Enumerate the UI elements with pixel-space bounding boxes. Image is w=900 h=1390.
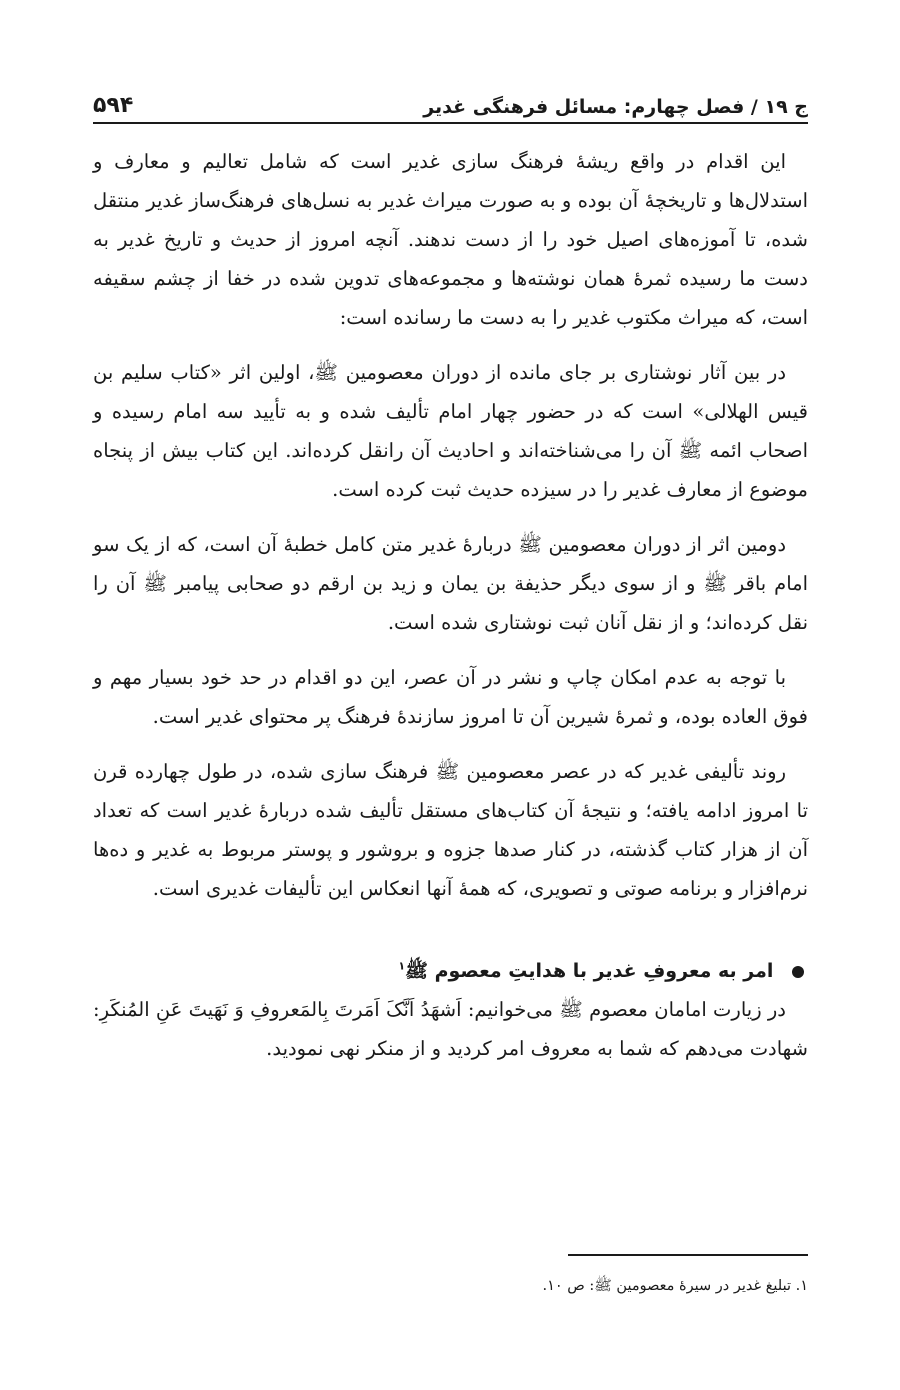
paragraph-2: در بین آثار نوشتاری بر جای مانده از دوران معصومین ﷺ، اولین اثر «کتاب سلیم بن قیس الهلالی» است که در حضور چهار امام تألیف شده و به تأیید سه امام رسیده و اصحاب ائمه ﷺ آن را می‌شناخته‌اند و احادیث آن رانقل کرده‌اند. این کتاب بیش از پنجاه موضوع از معارف غدیر را در سیزده حدیث ثبت کرده است. bbox=[93, 361, 808, 501]
section-heading-text: امر به معروفِ غدیر با هدایتِ معصوم ﷺ$^۱$ bbox=[398, 960, 774, 983]
bullet-icon bbox=[792, 966, 804, 978]
running-header bbox=[93, 78, 808, 124]
section-paragraph: در زیارت امامان معصوم ﷺ می‌خوانیم: اَشهَدُ اَنَّکَ اَمَرتَ بِالمَعروفِ وَ نَهَیتَ عَنِ المُنکَرِ: شهادت می‌دهم که شما به معروف امر کردید و از منکر نهی نمودید. bbox=[93, 998, 808, 1061]
paragraph-4: با توجه به عدم امکان چاپ و نشر در آن عصر، این دو اقدام در حد خود بسیار مهم و فوق العاده بوده، و ثمرهٔ شیرین آن تا امروز سازندهٔ فرهنگ پر محتوای غدیر است. bbox=[93, 666, 808, 728]
footnote-marker: ۱ bbox=[398, 960, 406, 973]
body-text bbox=[93, 142, 808, 1068]
book-page bbox=[93, 0, 808, 1390]
footnote-divider bbox=[568, 1254, 808, 1256]
section-heading bbox=[93, 948, 808, 990]
footnote: ۱. تبلیغ غدیر در سیرهٔ معصومین ﷺ: ص ۱۰. bbox=[542, 1278, 808, 1294]
paragraph-3: دومین اثر از دوران معصومین ﷺ دربارهٔ غدیر متن کامل خطبهٔ آن است، که از یک سو امام باقر ﷺ و از سوی دیگر حذیفة بن یمان و زید بن ارقم دو صحابی پیامبر ﷺ آن را نقل کرده‌اند؛ و از نقل آنان ثبت نوشتاری شده است. bbox=[93, 533, 808, 634]
paragraph-1: این اقدام در واقع ریشهٔ فرهنگ سازی غدیر است که شامل تعالیم و معارف و استدلال‌ها و تاریخچهٔ آن بوده و به صورت میراث غدیر به نسل‌های فرهنگ‌ساز غدیر منتقل شده، تا آموزه‌های اصیل خود را از دست ندهند. آنچه امروز از حدیث و تاریخ غدیر به دست ما رسیده ثمرهٔ همان نوشته‌ها و مجموعه‌های تدوین شده در خفا از چشم سقیفه است، که میراث مکتوب غدیر را به دست ما رسانده است: bbox=[93, 150, 808, 329]
page-number: ۵۹۴ bbox=[93, 93, 134, 118]
paragraph-5: روند تألیفی غدیر که در عصر معصومین ﷺ فرهنگ سازی شده، در طول چهارده قرن تا امروز ادامه یافته؛ و نتیجهٔ آن کتاب‌های مستقل تألیف شده دربارهٔ غدیر است که تعداد آن از هزار کتاب گذشته، در کنار صدها جزوه و بروشور و پوستر مربوط به غدیر و ده‌ها نرم‌افزار و برنامه صوتی و تصویری، که همهٔ آنها انعکاس این تألیفات غدیری است. bbox=[93, 760, 808, 900]
running-title: ج ۱۹ / فصل چهارم: مسائل فرهنگی غدیر bbox=[423, 96, 808, 118]
